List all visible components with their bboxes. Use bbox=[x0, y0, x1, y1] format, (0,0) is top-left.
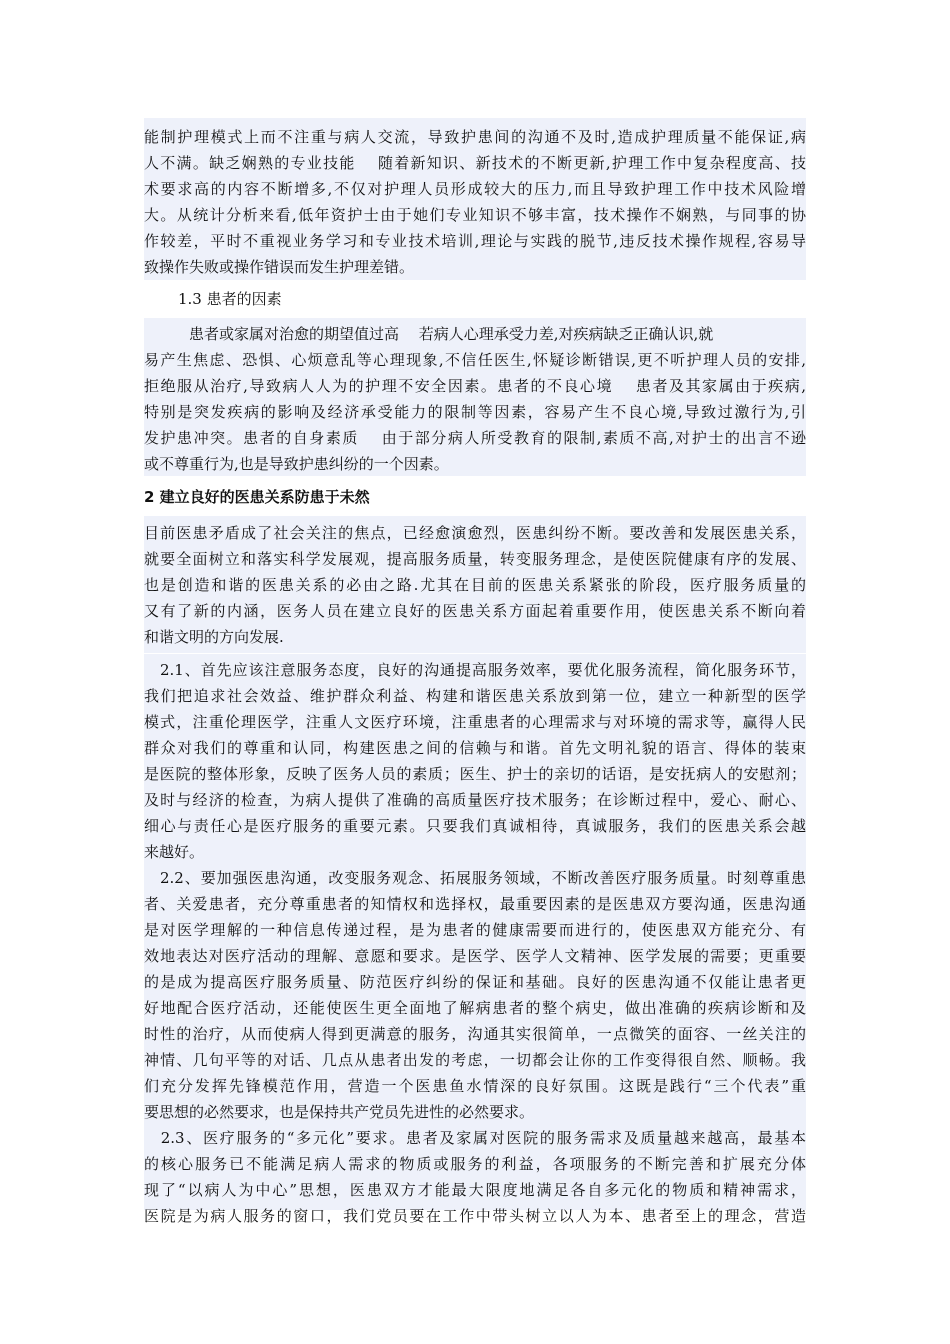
text-line: 2.1、首先应该注意服务态度，良好的沟通提高服务效率，要优化服务流程，简化服务环节， bbox=[144, 661, 806, 679]
text-line: 目前医患矛盾成了社会关注的焦点，已经愈演愈烈，医患纠纷不断。要改善和发展医患关系， bbox=[144, 524, 806, 542]
text-line: 效地表达对医疗活动的理解、意愿和要求。是医学、医学人文精神、医学发展的需要；更重要 bbox=[144, 947, 806, 965]
text-line: 们充分发挥先锋模范作用，营造一个医患鱼水情深的良好氛围。这既是践行“三个代表”重 bbox=[144, 1077, 806, 1095]
text-line: 易产生焦虑、恐惧、心烦意乱等心理现象,不信任医生,怀疑诊断错误,更不听护理人员的安排, bbox=[144, 351, 806, 369]
text-line: 是医院的整体形象，反映了医务人员的素质；医生、护士的亲切的话语，是安抚病人的安慰剂； bbox=[144, 765, 806, 783]
text-line: 术要求高的内容不断增多,不仅对护理人员形成较大的压力,而且导致护理工作中技术风险增 bbox=[144, 180, 806, 198]
text-line: 医院是为病人服务的窗口，我们党员要在工作中带头树立以人为本、患者至上的理念，营造 bbox=[144, 1207, 806, 1225]
text-line: 拒绝服从治疗,导致病人人为的护理不安全因素。患者的不良心境 患者及其家属由于疾病, bbox=[144, 377, 806, 395]
text-line: 及时与经济的检查，为病人提供了准确的高质量医疗技术服务；在诊断过程中，爱心、耐心、 bbox=[144, 791, 806, 809]
text-line: 或不尊重行为,也是导致护患纠纷的一个因素。 bbox=[144, 455, 449, 473]
text-line: 模式，注重伦理医学，注重人文医疗环境，注重患者的心理需求与对环境的需求等，赢得人民 bbox=[144, 713, 806, 731]
text-line: 也是创造和谐的医患关系的必由之路.尤其在目前的医患关系紧张的阶段，医疗服务质量的 bbox=[144, 576, 806, 594]
text-line: 能制护理模式上而不注重与病人交流，导致护患间的沟通不及时,造成护理质量不能保证,病 bbox=[144, 128, 806, 146]
text-line: 2.3、医疗服务的“多元化”要求。患者及家属对医院的服务需求及质量越来越高，最基本 bbox=[144, 1129, 806, 1147]
text-line: 现了“以病人为中心”思想，医患双方才能最大限度地满足各自多元化的物质和精神需求， bbox=[144, 1181, 806, 1199]
section-1-3-heading: 1.3 患者的因素 bbox=[178, 290, 282, 308]
text-line: 作较差，平时不重视业务学习和专业技术培训,理论与实践的脱节,违反技术操作规程,容易导 bbox=[144, 232, 806, 250]
text-line: 时性的治疗，从而使病人得到更满意的服务，沟通其实很简单，一点微笑的面容、一丝关注的 bbox=[144, 1025, 806, 1043]
text-line: 要思想的必然要求，也是保持共产党员先进性的必然要求。 bbox=[144, 1103, 535, 1121]
text-line: 细心与责任心是医疗服务的重要元素。只要我们真诚相待，真诚服务，我们的医患关系会越 bbox=[144, 817, 806, 835]
text-line: 人不满。缺乏娴熟的专业技能 随着新知识、新技术的不断更新,护理工作中复杂程度高、技 bbox=[144, 154, 806, 172]
text-line: 好地配合医疗活动，还能使医生更全面地了解病患者的整个病史，做出准确的疾病诊断和及 bbox=[144, 999, 806, 1017]
text-line: 2.2、要加强医患沟通，改变服务观念、拓展服务领域，不断改善医疗服务质量。时刻尊重患 bbox=[144, 869, 806, 887]
text-line: 和谐文明的方向发展. bbox=[144, 628, 284, 646]
text-line: 者、关爱患者，充分尊重患者的知情权和选择权，最重要因素的是医患双方要沟通，医患沟通 bbox=[144, 895, 806, 913]
text-line: 患者或家属对治愈的期望值过高 若病人心理承受力差,对疾病缺乏正确认识,就 bbox=[144, 325, 714, 343]
text-line: 来越好。 bbox=[144, 843, 205, 861]
section-2-heading: 2 建立良好的医患关系防患于未然 bbox=[144, 488, 370, 506]
text-line: 特别是突发疾病的影响及经济承受能力的限制等因素，容易产生不良心境,导致过激行为,引 bbox=[144, 403, 806, 421]
text-line: 的核心服务已不能满足病人需求的物质或服务的利益，各项服务的不断完善和扩展充分体 bbox=[144, 1155, 806, 1173]
text-line: 又有了新的内涵，医务人员在建立良好的医患关系方面起着重要作用，使医患关系不断向着 bbox=[144, 602, 806, 620]
text-line: 神情、几句平等的对话、几点从患者出发的考虑，一切都会让你的工作变得很自然、顺畅。我 bbox=[144, 1051, 806, 1069]
text-line: 我们把追求社会效益、维护群众利益、构建和谐医患关系放到第一位，建立一种新型的医学 bbox=[144, 687, 806, 705]
text-line: 致操作失败或操作错误而发生护理差错。 bbox=[144, 258, 415, 276]
text-line: 发护患冲突。患者的自身素质 由于部分病人所受教育的限制,素质不高,对护士的出言不逊 bbox=[144, 429, 806, 447]
text-line: 的是成为提高医疗服务质量、防范医疗纠纷的保证和基础。良好的医患沟通不仅能让患者更 bbox=[144, 973, 806, 991]
text-line: 大。从统计分析来看,低年资护士由于她们专业知识不够丰富，技术操作不娴熟，与同事的协 bbox=[144, 206, 806, 224]
text-line: 就要全面树立和落实科学发展观，提高服务质量，转变服务理念，是使医院健康有序的发展、 bbox=[144, 550, 806, 568]
text-line: 是对医学理解的一种信息传递过程，是为患者的健康需要而进行的，使医患双方能充分、有 bbox=[144, 921, 806, 939]
text-line: 群众对我们的尊重和认同，构建医患之间的信赖与和谐。首先文明礼貌的语言、得体的装束 bbox=[144, 739, 806, 757]
